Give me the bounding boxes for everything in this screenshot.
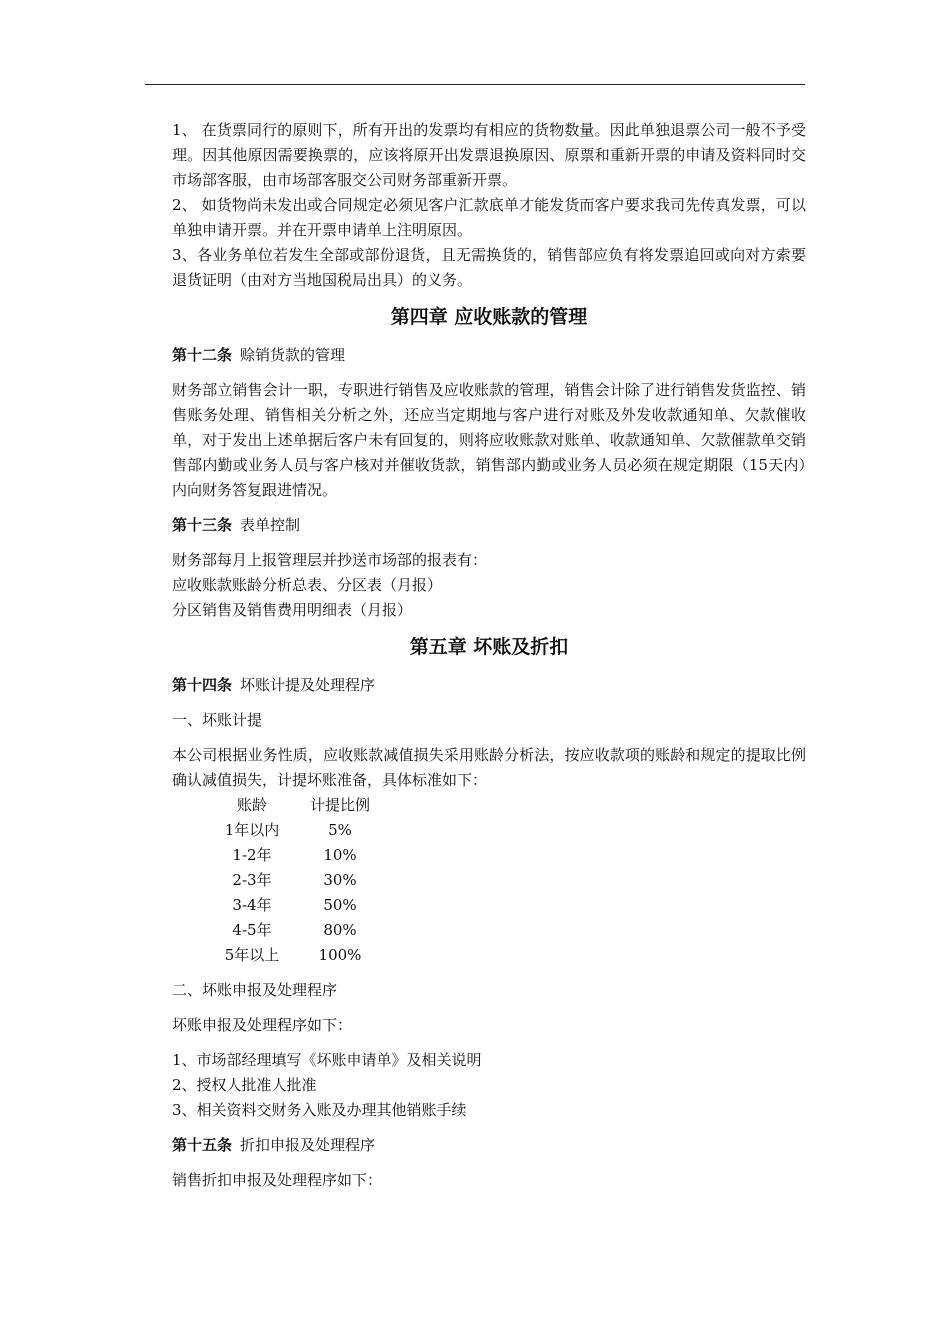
ratio-cell: 10% [323,846,357,864]
article-13-heading [172,513,806,538]
article-15-label: 第十五条 [172,1136,233,1154]
ratio-cell: 50% [323,896,357,914]
aging-cell: 1-2年 [232,846,272,864]
invoice-rule-2: 2、 如货物尚未发出或合同规定必须见客户汇款底单才能发货而客户要求我司先传真发票，可以单独申请开票。并在开票申请单上注明原因。 [172,196,806,239]
table-row [204,943,806,968]
bad-debt-provision-subtitle: 一、坏账计提 [172,711,263,729]
article-14-heading [172,673,806,698]
aging-table-header [204,793,806,818]
article-13-line-1: 财务部每月上报管理层并抄送市场部的报表有： [172,551,488,569]
article-13-label: 第十三条 [172,516,233,534]
ratio-cell: 80% [323,921,357,939]
article-14-title: 坏账计提及处理程序 [240,676,376,694]
table-row [204,868,806,893]
article-13-title: 表单控制 [240,516,301,534]
list-item: 1、市场部经理填写《坏账申请单》及相关说明 [172,1051,482,1069]
article-15-intro: 销售折扣申报及处理程序如下： [172,1171,383,1189]
article-15-title: 折扣申报及处理程序 [240,1136,376,1154]
aging-cell: 5年以上 [224,946,280,964]
aging-cell: 1年以内 [224,821,280,839]
document-body [172,118,806,1203]
ratio-cell: 100% [318,946,362,964]
table-row [204,893,806,918]
header-ratio: 计提比例 [309,796,370,814]
article-13-line-3: 分区销售及销售费用明细表（月报） [172,601,413,619]
article-13-line-2: 应收账款账龄分析总表、分区表（月报） [172,576,443,594]
list-item: 2、授权人批准人批准 [172,1076,317,1094]
table-row [204,918,806,943]
list-item: 3、相关资料交财务入账及办理其他销账手续 [172,1101,467,1119]
table-row [204,843,806,868]
article-12-heading [172,343,806,368]
article-12-title: 赊销货款的管理 [240,346,346,364]
aging-cell: 2-3年 [232,871,272,889]
header-aging: 账龄 [236,796,267,814]
invoice-rule-1: 1、 在货票同行的原则下，所有开出的发票均有相应的货物数量。因此单独退票公司一般不予受理。因其他原因需要换票的，应该将原开出发票退换原因、原票和重新开票的申请及资料同时交市场部客服，由市场部客服交公司财务部重新开票。 [172,121,806,189]
aging-table [204,793,806,968]
article-15-heading [172,1133,806,1158]
article-12-body: 财务部立销售会计一职，专职进行销售及应收账款的管理，销售会计除了进行销售发货监控、销售账务处理、销售相关分析之外，还应当定期地与客户进行对账及外发收款通知单、欠款催收单，对于发出上述单据后客户未有回复的，则将应收账款对账单、收款通知单、欠款催款单交销售部内勤或业务人员与客户核对并催收货款，销售部内勤或业务人员必须在规定期限（15天内）内向财务答复跟进情况。 [172,381,806,499]
bad-debt-procedure-intro: 坏账申报及处理程序如下： [172,1016,353,1034]
aging-cell: 3-4年 [232,896,272,914]
article-12-label: 第十二条 [172,346,233,364]
ratio-cell: 5% [328,821,352,839]
invoice-rule-3: 3、各业务单位若发生全部或部份退货，且无需换货的，销售部应负有将发票追回或向对方索要退货证明（由对方当地国税局出具）的义务。 [172,246,806,289]
chapter-5-title: 第五章 坏账及折扣 [409,636,569,658]
bad-debt-provision-body: 本公司根据业务性质，应收账款减值损失采用账龄分析法，按应收款项的账龄和规定的提取比例确认减值损失，计提坏账准备，具体标准如下： [172,746,806,789]
table-row [204,818,806,843]
header-rule [145,84,805,85]
chapter-4-title: 第四章 应收账款的管理 [390,306,588,328]
bad-debt-procedure-subtitle: 二、坏账申报及处理程序 [172,981,338,999]
article-14-label: 第十四条 [172,676,233,694]
aging-cell: 4-5年 [232,921,272,939]
ratio-cell: 30% [323,871,357,889]
